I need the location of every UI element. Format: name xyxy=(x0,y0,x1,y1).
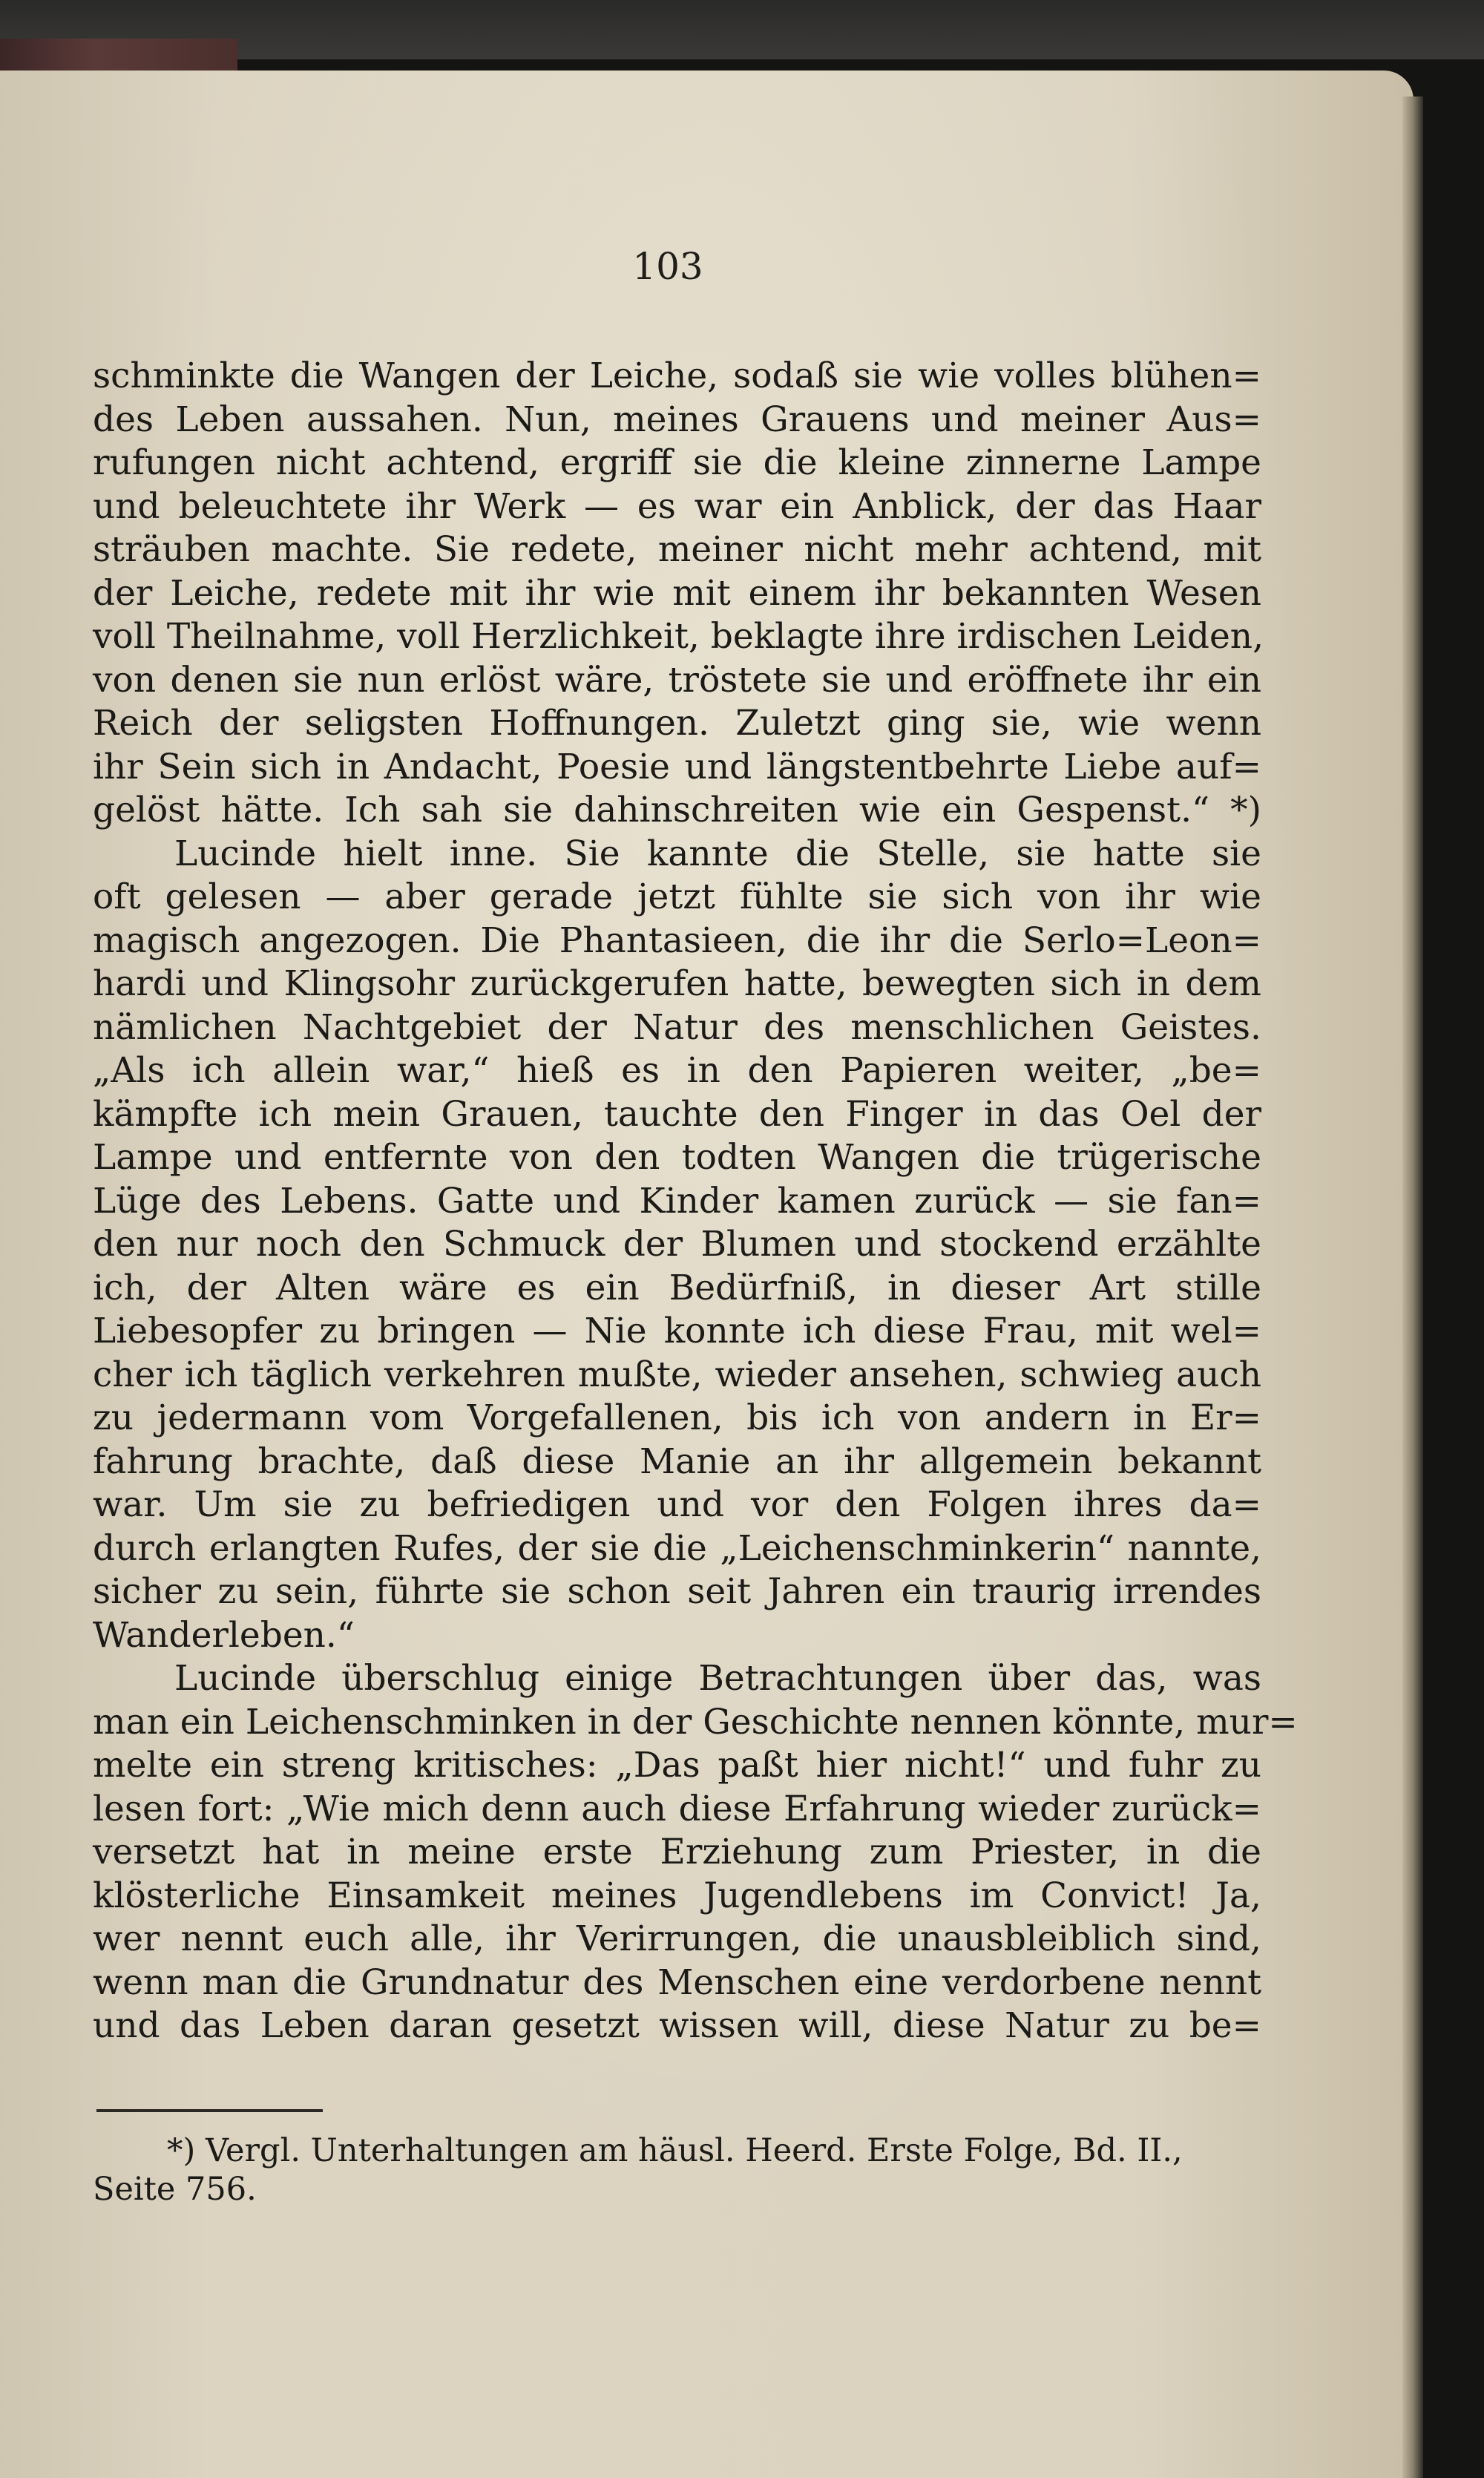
text-line: rufungen nicht achtend, ergriff sie die kleine zinnerne Lampe xyxy=(93,442,1261,483)
text-line: cher ich täglich verkehren mußte, wieder ansehen, schwieg auch xyxy=(93,1354,1261,1395)
page-number: 103 xyxy=(632,245,703,288)
text-line: Liebesopfer zu bringen — Nie konnte ich diese Frau, mit wel= xyxy=(93,1311,1261,1351)
text-line: war. Um sie zu befriedigen und vor den Folgen ihres da= xyxy=(93,1484,1261,1525)
text-line: lesen fort: „Wie mich denn auch diese Erfahrung wieder zurück= xyxy=(93,1788,1261,1829)
text-line: ich, der Alten wäre es ein Bedürfniß, in dieser Art stille xyxy=(93,1267,1261,1308)
text-line: melte ein streng kritisches: „Das paßt hier nicht!“ und fuhr zu xyxy=(93,1745,1261,1786)
text-line: kämpfte ich mein Grauen, tauchte den Finger in das Oel der xyxy=(93,1093,1261,1135)
text-line: ihr Sein sich in Andacht, Poesie und längstentbehrte Liebe auf= xyxy=(93,746,1261,787)
footnote-rule xyxy=(96,2109,323,2112)
text-line: man ein Leichenschminken in der Geschichte nennen könnte, mur= xyxy=(93,1701,1298,1743)
footnote-line: *) Vergl. Unterhaltungen am häusl. Heerd. Erste Folge, Bd. II., xyxy=(167,2132,1183,2169)
text-line: „Als ich allein war,“ hieß es in den Papieren weiter, „be= xyxy=(93,1050,1261,1091)
text-line: sträuben machte. Sie redete, meiner nicht mehr achtend, mit xyxy=(93,529,1261,570)
body-text xyxy=(93,355,1298,2048)
text-line: hardi und Klingsohr zurückgerufen hatte, bewegten sich in dem xyxy=(93,963,1261,1004)
text-line: zu jedermann vom Vorgefallenen, bis ich von andern in Er= xyxy=(93,1397,1261,1438)
text-line: magisch angezogen. Die Phantasieen, die ihr die Serlo=Leon= xyxy=(93,920,1261,961)
text-line: gelöst hätte. Ich sah sie dahinschreiten wie ein Gespenst.“ *) xyxy=(93,790,1261,830)
text-line: von denen sie nun erlöst wäre, tröstete sie und eröffnete ihr ein xyxy=(93,659,1261,701)
text-line: Lucinde überschlug einige Betrachtungen über das, was xyxy=(174,1658,1261,1699)
text-line: Reich der seligsten Hoffnungen. Zuletzt ging sie, wie wenn xyxy=(93,703,1261,744)
page-stack-edge xyxy=(1402,96,1423,2478)
text-line: nämlichen Nachtgebiet der Natur des menschlichen Geistes. xyxy=(93,1006,1261,1048)
text-line: sicher zu sein, führte sie schon seit Jahren ein traurig irrendes xyxy=(93,1571,1261,1612)
text-line: Wanderleben.“ xyxy=(93,1614,355,1656)
text-line: schminkte die Wangen der Leiche, sodaß sie wie volles blühen= xyxy=(93,355,1261,396)
text-line: oft gelesen — aber gerade jetzt fühlte sie sich von ihr wie xyxy=(93,876,1261,917)
text-line: Lampe und entfernte von den todten Wangen die trügerische xyxy=(93,1137,1261,1178)
text-line: wenn man die Grundnatur des Menschen eine verdorbene nennt xyxy=(93,1961,1261,2003)
text-line: versetzt hat in meine erste Erziehung zum Priester, in die xyxy=(93,1832,1261,1872)
text-line: klösterliche Einsamkeit meines Jugendlebens im Convict! Ja, xyxy=(93,1875,1261,1916)
text-line: der Leiche, redete mit ihr wie mit einem ihr bekannten Wesen xyxy=(93,572,1261,614)
text-line: des Leben aussahen. Nun, meines Grauens und meiner Aus= xyxy=(93,399,1261,440)
footnote xyxy=(93,2131,1261,2209)
footnote-line: Seite 756. xyxy=(93,2171,257,2208)
text-line: fahrung brachte, daß diese Manie an ihr allgemein bekannt xyxy=(93,1440,1261,1482)
text-line: voll Theilnahme, voll Herzlichkeit, beklagte ihre irdischen Leiden, xyxy=(93,616,1264,657)
text-line: wer nennt euch alle, ihr Verirrungen, die unausbleiblich sind, xyxy=(93,1918,1261,1959)
text-line: Lüge des Lebens. Gatte und Kinder kamen zurück — sie fan= xyxy=(93,1180,1261,1222)
text-line: den nur noch den Schmuck der Blumen und stockend erzählte xyxy=(93,1224,1261,1265)
text-line: durch erlangten Rufes, der sie die „Leichenschminkerin“ nannte, xyxy=(93,1527,1261,1569)
text-line: und beleuchtete ihr Werk — es war ein Anblick, der das Haar xyxy=(93,485,1261,527)
text-line: Lucinde hielt inne. Sie kannte die Stelle, sie hatte sie xyxy=(174,833,1261,874)
text-line: und das Leben daran gesetzt wissen will, diese Natur zu be= xyxy=(93,2005,1261,2046)
